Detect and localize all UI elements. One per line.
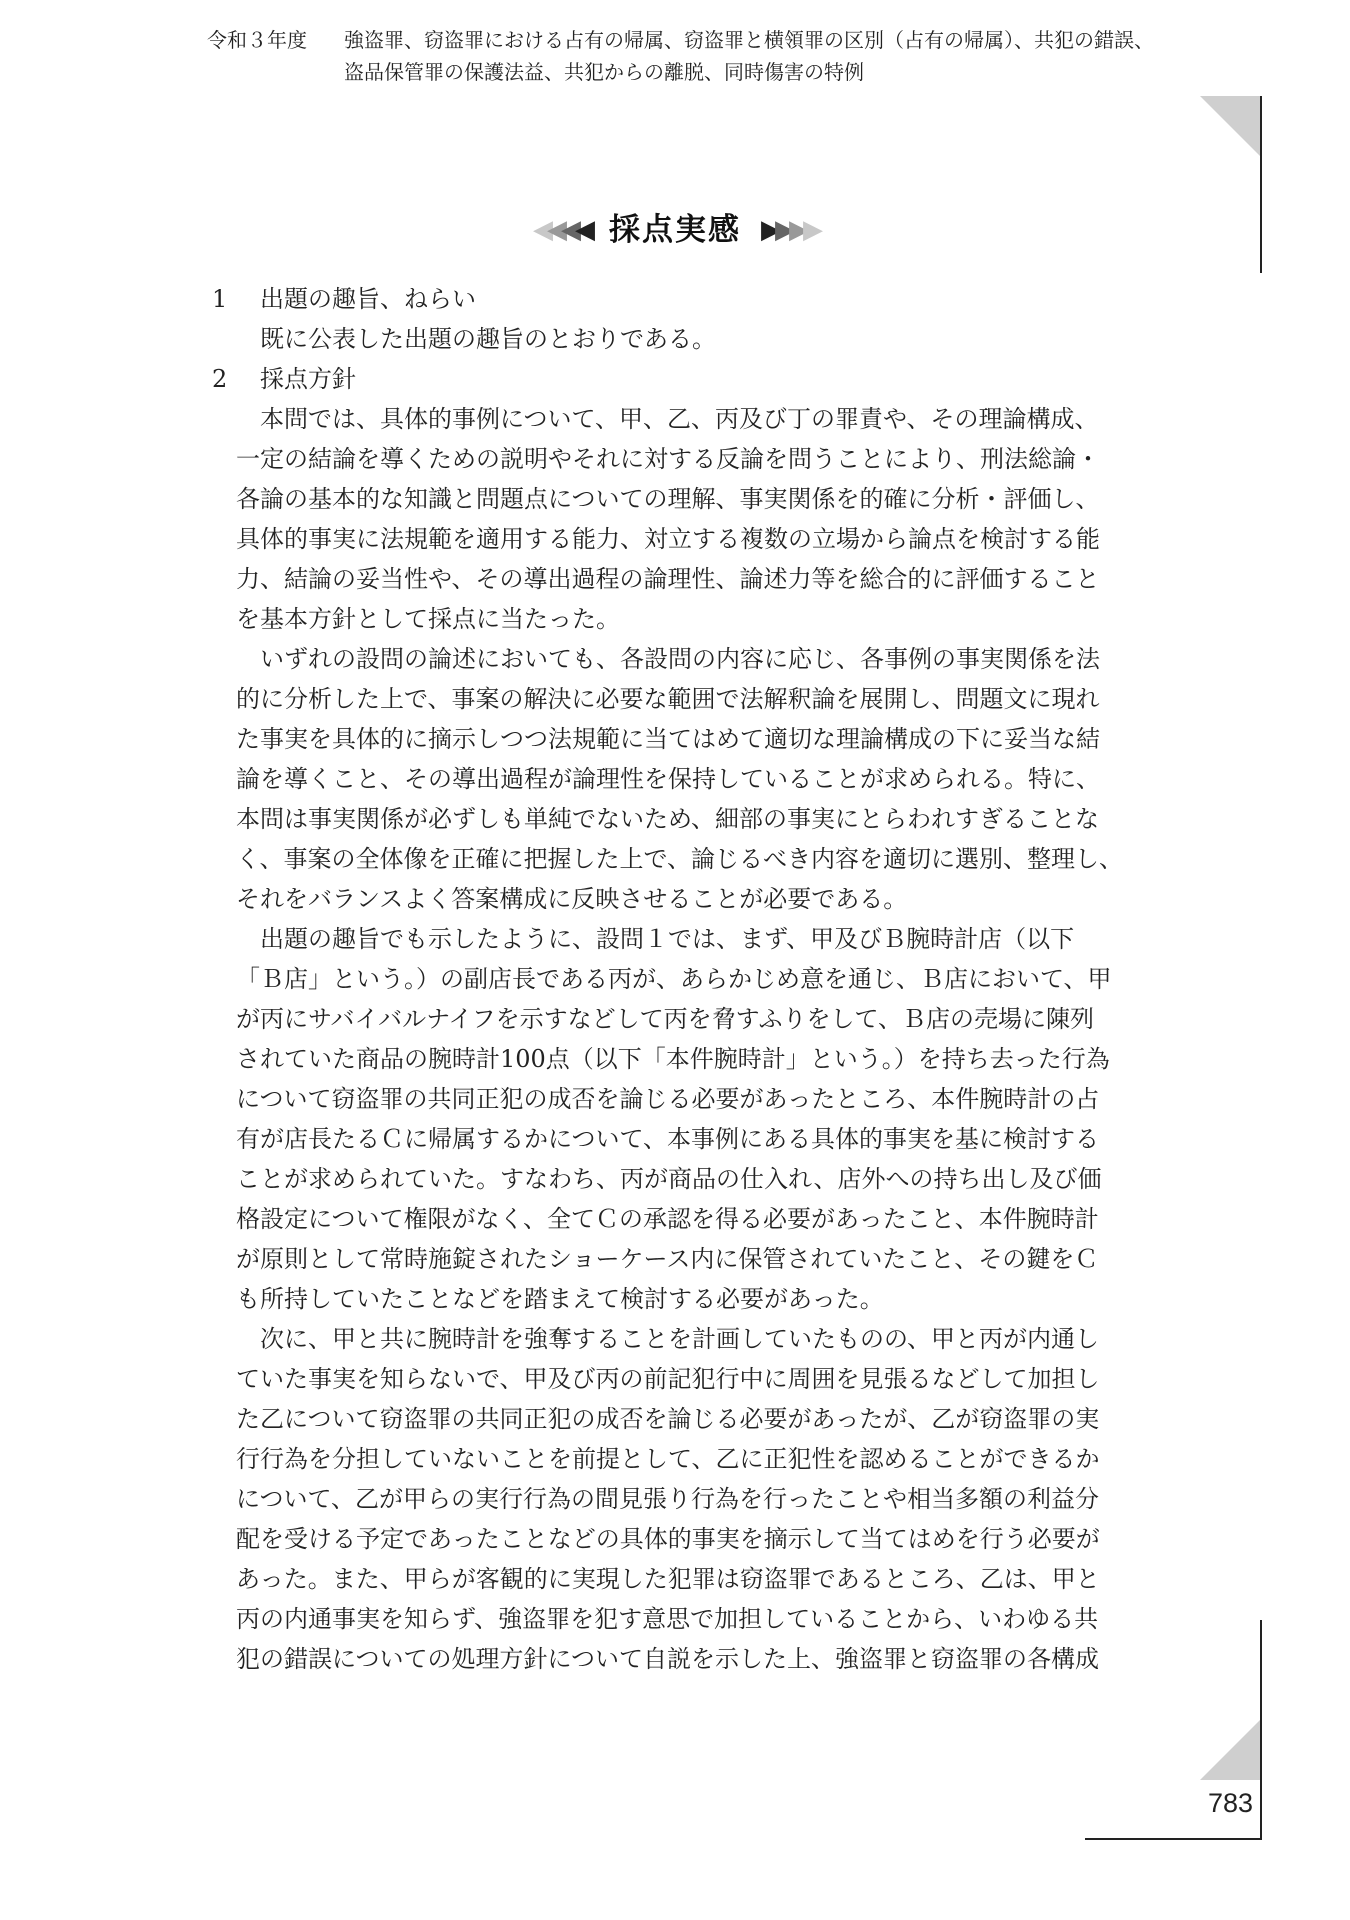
paragraph-line: ていた事実を知らないで、甲及び丙の前記犯行中に周囲を見張るなどして加担し (236, 1365, 1100, 1393)
paragraph-line: それをバランスよく答案構成に反映させることが必要である。 (236, 885, 908, 913)
paragraph-line: あった。また、甲らが客観的に実現した犯罪は窃盗罪であるところ、乙は、甲と (236, 1565, 1100, 1593)
paragraph-line: が丙にサバイバルナイフを示すなどして丙を脅すふりをして、Ｂ店の売場に陳列 (236, 1005, 1094, 1033)
paragraph-line: 次に、甲と共に腕時計を強奪することを計画していたものの、甲と丙が内通し (260, 1325, 1100, 1353)
paragraph-line: 格設定について権限がなく、全てＣの承認を得る必要があったこと、本件腕時計 (236, 1205, 1099, 1233)
paragraph-line: た事実を具体的に摘示しつつ法規範に当てはめて適切な理論構成の下に妥当な結 (236, 725, 1100, 753)
section-number: 1 (212, 285, 228, 313)
section-title-text: 採点実感 (609, 212, 741, 248)
section-heading-2 (212, 359, 1236, 399)
paragraph-line: 丙の内通事実を知らず、強盗罪を犯す意思で加担していることから、いわゆる共 (236, 1605, 1099, 1633)
body-text (212, 279, 1236, 1679)
page-number: 783 (1208, 1788, 1254, 1818)
corner-rule-bottom (1260, 1620, 1262, 1839)
paragraph-line: 各論の基本的な知識と問題点についての理解、事実関係を的確に分析・評価し、 (236, 485, 1100, 513)
paragraph-line: 既に公表した出題の趣旨のとおりである。 (260, 325, 716, 353)
section-number: 2 (212, 365, 228, 393)
header-line-1 (207, 24, 1154, 56)
header-topics-1: 強盗罪、窃盗罪における占有の帰属、窃盗罪と横領罪の区別（占有の帰属）、共犯の錯誤、 (344, 28, 1154, 52)
paragraph-line: について、乙が甲らの実行行為の間見張り行為を行ったことや相当多額の利益分 (236, 1485, 1100, 1513)
running-header (207, 24, 1154, 88)
paragraph-line: 「Ｂ店」という。）の副店長である丙が、あらかじめ意を通じ、Ｂ店において、甲 (236, 965, 1112, 993)
section-title (0, 205, 1350, 255)
section-heading-text: 採点方針 (260, 365, 356, 393)
paragraph-line: 出題の趣旨でも示したように、設問１では、まず、甲及びＢ腕時計店（以下 (260, 925, 1075, 953)
paragraph-line: いずれの設問の論述においても、各設問の内容に応じ、各事例の事実関係を法 (260, 645, 1100, 673)
paragraph-line: 有が店長たるＣに帰属するかについて、本事例にある具体的事実を基に検討する (236, 1125, 1100, 1153)
paragraph-line: た乙について窃盗罪の共同正犯の成否を論じる必要があったが、乙が窃盗罪の実 (236, 1405, 1100, 1433)
footer-rule (1085, 1838, 1262, 1840)
paragraph-line: が原則として常時施錠されたショーケース内に保管されていたこと、その鍵をＣ (236, 1245, 1099, 1273)
right-arrows-icon: ▶▶▶▶ (761, 215, 817, 245)
paragraph-line: く、事案の全体像を正確に把握した上で、論じるべき内容を適切に選別、整理し、 (236, 845, 1124, 873)
paragraph-line: 的に分析した上で、事案の解決に必要な範囲で法解釈論を展開し、問題文に現れ (236, 685, 1100, 713)
paragraph-line: を基本方針として採点に当たった。 (236, 605, 620, 633)
left-arrows-icon: ◀◀◀◀ (533, 215, 589, 245)
paragraph-line: 配を受ける予定であったことなどの具体的事実を摘示して当てはめを行う必要が (236, 1525, 1100, 1553)
paragraph-line: 本問は事実関係が必ずしも単純でないため、細部の事実にとらわれすぎることな (236, 805, 1100, 833)
paragraph-line: 一定の結論を導くための説明やそれに対する反論を問うことにより、刑法総論・ (236, 445, 1100, 473)
paragraph-line: 具体的事実に法規範を適用する能力、対立する複数の立場から論点を検討する能 (236, 525, 1100, 553)
paragraph-line: 論を導くこと、その導出過程が論理性を保持していることが求められる。特に、 (236, 765, 1100, 793)
paragraph-line: 本問では、具体的事例について、甲、乙、丙及び丁の罪責や、その理論構成、 (260, 405, 1099, 433)
paragraph-line: について窃盗罪の共同正犯の成否を論じる必要があったところ、本件腕時計の占 (236, 1085, 1100, 1113)
section-heading-1 (212, 279, 1236, 319)
corner-decoration-bottom (1200, 1720, 1260, 1780)
paragraph-line: ことが求められていた。すなわち、丙が商品の仕入れ、店外への持ち出し及び価 (236, 1165, 1102, 1193)
header-year: 令和３年度 (207, 28, 307, 52)
paragraph-line: 行行為を分担していないことを前提として、乙に正犯性を認めることができるか (236, 1445, 1100, 1473)
section-heading-text: 出題の趣旨、ねらい (260, 285, 476, 313)
header-topics-2: 盗品保管罪の保護法益、共犯からの離脱、同時傷害の特例 (344, 60, 864, 84)
paragraph-line: 力、結論の妥当性や、その導出過程の論理性、論述力等を総合的に評価すること (236, 565, 1100, 593)
paragraph-line: 犯の錯誤についての処理方針について自説を示した上、強盗罪と窃盗罪の各構成 (236, 1645, 1100, 1673)
paragraph-line: も所持していたことなどを踏まえて検討する必要があった。 (236, 1285, 884, 1313)
paragraph-line: されていた商品の腕時計100点（以下「本件腕時計」という。）を持ち去った行為 (236, 1045, 1110, 1073)
corner-decoration-top (1200, 96, 1260, 156)
